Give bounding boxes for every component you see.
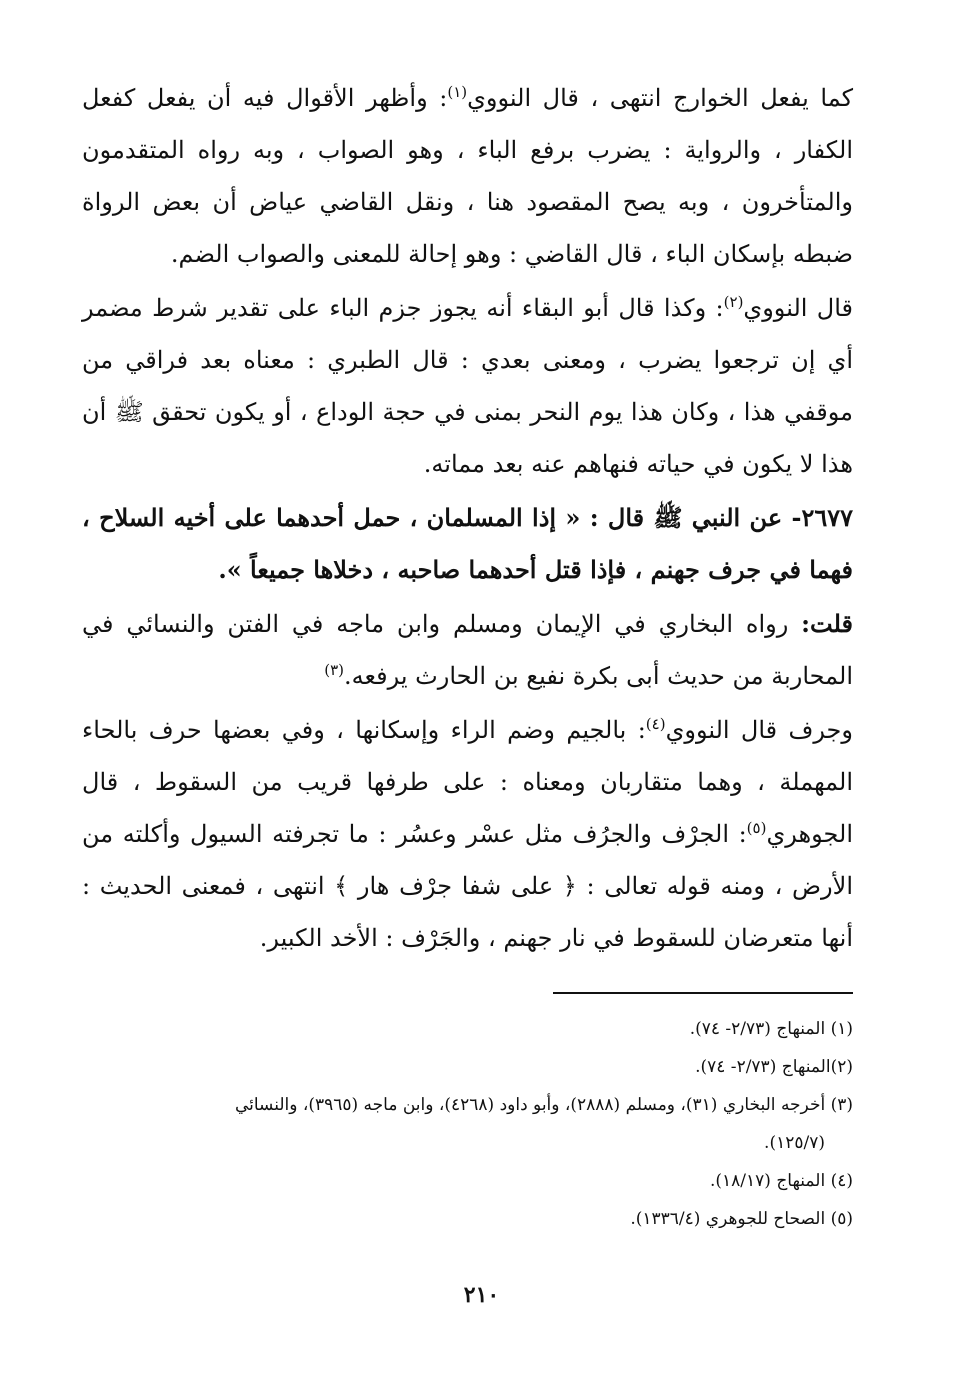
footnote-divider	[553, 992, 853, 994]
footnote-1: (١) المنهاج (٢/٧٣- ٧٤).	[689, 1019, 853, 1039]
page-number: ٢١٠	[463, 1282, 500, 1308]
paragraph-text: قال النووي	[743, 294, 853, 322]
paragraph-qultu	[82, 598, 853, 702]
paragraph-2	[82, 282, 853, 490]
footnote-ref-5[interactable]: (٥)	[746, 819, 767, 837]
footnote-ref-2[interactable]: (٢)	[723, 293, 744, 311]
footnote-ref-1[interactable]: (١)	[447, 83, 468, 101]
footnote-3-continued: (١٢٥/٧).	[764, 1133, 825, 1153]
paragraph-text: : بالجيم وضم الراء وإسكانها ، وفي بعضها حرف بالحاء المهملة ، وهما متقاربان ومعناه : على طرفها قريب من السقوط ، قال الجوهري	[82, 716, 853, 848]
footnote-ref-3[interactable]: (٣)	[324, 661, 345, 679]
qultu-label: قلت:	[801, 609, 853, 638]
paragraph-text: : الجرْف والجرُف مثل عسْر وعسُر : ما تجرفته السيول وأكلته من الأرض ، ومنه قوله تعالى : ﴿ على شفا جرْف هار ﴾ انتهى ، فمعنى الحديث : أنها متعرضان للسقوط في نار جهنم ، والجَرْف : الأخد الكبير.	[82, 820, 853, 952]
paragraph-text: كما يفعل الخوارج انتهى ، قال النووي	[467, 84, 854, 112]
hadith-text: ٢٦٧٧- عن النبي ﷺ قال : « إذا المسلمان ، حمل أحدهما على أخيه السلاح ، فهما في جرف جهنم ، فإذا قتل أحدهما صاحبه ، دخلاها جميعاً ».	[82, 503, 853, 584]
paragraph-1	[82, 72, 853, 280]
footnote-3: (٣) أخرجه البخاري (٣١)، ومسلم (٢٨٨٨)، وأبو داود (٤٢٦٨)، وابن ماجه (٣٩٦٥)، والنسائي	[234, 1095, 853, 1115]
footnote-5: (٥) الصحاح للجوهري (١٣٣٦/٤).	[630, 1209, 853, 1229]
paragraph-explanation	[82, 704, 853, 964]
paragraph-text: : وكذا قال أبو البقاء أنه يجوز جزم الباء على تقدير شرط مضمر أي إن ترجعوا يضرب ، ومعنى بعدي : قال الطبري : معناه بعد فراقي من موقفي هذا ، وكان هذا يوم النحر بمنى في حجة الوداع ، أو يكون تحقق ﷺ أن هذا لا يكون في حياته فنهاهم عنه بعد مماته.	[82, 294, 853, 478]
paragraph-text: وجرف قال النووي	[665, 716, 853, 744]
paragraph-text: : وأظهر الأقوال فيه أن يفعل كفعل الكفار ، والرواية : يضرب برفع الباء ، وهو الصواب ، وبه رواه المتقدمون والمتأخرون ، وبه يصح المقصود هنا ، ونقل القاضي عياض أن بعض الرواة ضبطه بإسكان الباء ، قال القاضي : وهو إحالة للمعنى والصواب الضم.	[82, 84, 853, 268]
footnote-4: (٤) المنهاج (١٨/١٧).	[709, 1171, 853, 1191]
footnotes	[82, 1010, 853, 1238]
footnote-2: (٢)المنهاج (٢/٧٣- ٧٤).	[695, 1057, 853, 1077]
paragraph-text: رواه البخاري في الإيمان ومسلم وابن ماجه في الفتن والنسائي في المحاربة من حديث أبى بكرة نفيع بن الحارث يرفعه.	[82, 610, 853, 690]
footnote-ref-4[interactable]: (٤)	[645, 715, 666, 733]
